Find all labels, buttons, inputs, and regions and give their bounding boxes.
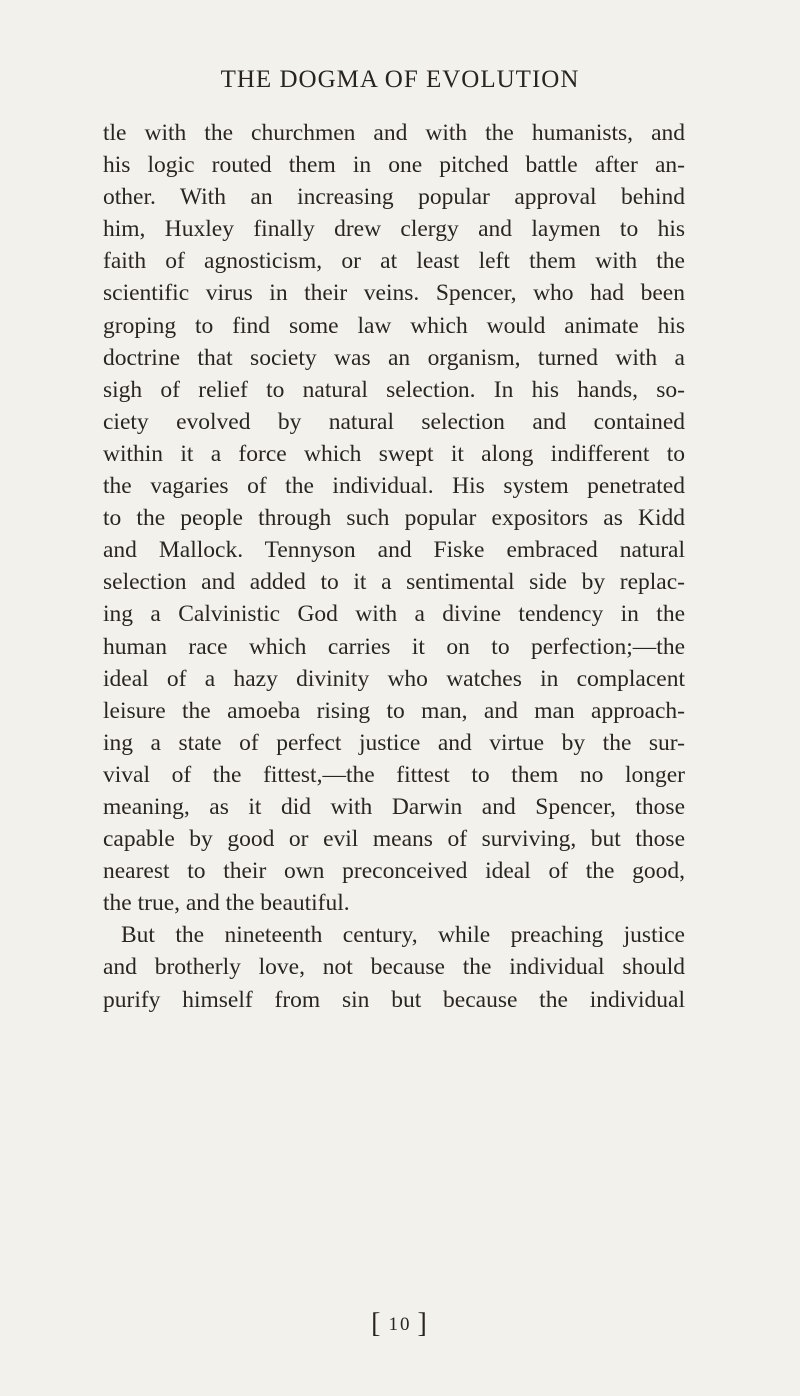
text-line: to the people through such popular expositors as Kidd xyxy=(103,505,685,532)
text-line: But the nineteenth century, while preaching justice xyxy=(121,922,685,949)
text-line: tle with the churchmen and with the humanists, and xyxy=(103,120,685,146)
text-line: purify himself from sin but because the individual xyxy=(103,986,685,1013)
text-line: nearest to their own preconceived ideal of the good, xyxy=(103,858,685,885)
text-line: vival of the fittest,—the fittest to them no longer xyxy=(103,761,685,788)
paragraph xyxy=(103,117,685,919)
text-line: ideal of a hazy divinity who watches in complacent xyxy=(103,665,685,692)
text-line: his logic routed them in one pitched battle after an- xyxy=(103,152,685,179)
text-line: ing a Calvinistic God with a divine tendency in the xyxy=(103,601,685,628)
folio-number: 10 xyxy=(388,1314,412,1335)
text-line: meaning, as it did with Darwin and Spencer, those xyxy=(103,793,685,820)
folio-open-bracket: [ xyxy=(371,1308,383,1339)
text-line: the vagaries of the individual. His system penetrated xyxy=(103,473,685,500)
page-number xyxy=(0,1308,800,1340)
text-line: human race which carries it on to perfection;—the xyxy=(103,633,685,660)
paragraph xyxy=(103,919,685,1015)
text-line: scientific virus in their veins. Spencer, who had been xyxy=(103,280,685,307)
running-head: THE DOGMA OF EVOLUTION xyxy=(220,66,580,93)
text-line: doctrine that society was an organism, turned with a xyxy=(103,344,685,371)
text-line: other. With an increasing popular approval behind xyxy=(103,184,685,211)
text-line: him, Huxley finally drew clergy and laymen to his xyxy=(103,216,685,243)
text-line: ciety evolved by natural selection and contained xyxy=(103,408,685,435)
text-line: leisure the amoeba rising to man, and man approach- xyxy=(103,697,685,724)
body-text xyxy=(103,117,685,1016)
text-line: within it a force which swept it along indifferent to xyxy=(103,440,685,467)
text-line: selection and added to it a sentimental side by replac- xyxy=(103,569,685,596)
text-line: faith of agnosticism, or at least left them with the xyxy=(103,248,685,275)
text-line: groping to find some law which would animate his xyxy=(103,312,685,339)
text-line: sigh of relief to natural selection. In his hands, so- xyxy=(103,376,685,403)
text-line: capable by good or evil means of surviving, but those xyxy=(103,826,685,853)
text-line: and brotherly love, not because the individual should xyxy=(103,954,685,981)
folio-close-bracket: ] xyxy=(417,1308,429,1339)
text-line: and Mallock. Tennyson and Fiske embraced natural xyxy=(103,537,685,564)
text-line: ing a state of perfect justice and virtue by the sur- xyxy=(103,729,685,756)
text-line: the true, and the beautiful. xyxy=(103,890,350,917)
